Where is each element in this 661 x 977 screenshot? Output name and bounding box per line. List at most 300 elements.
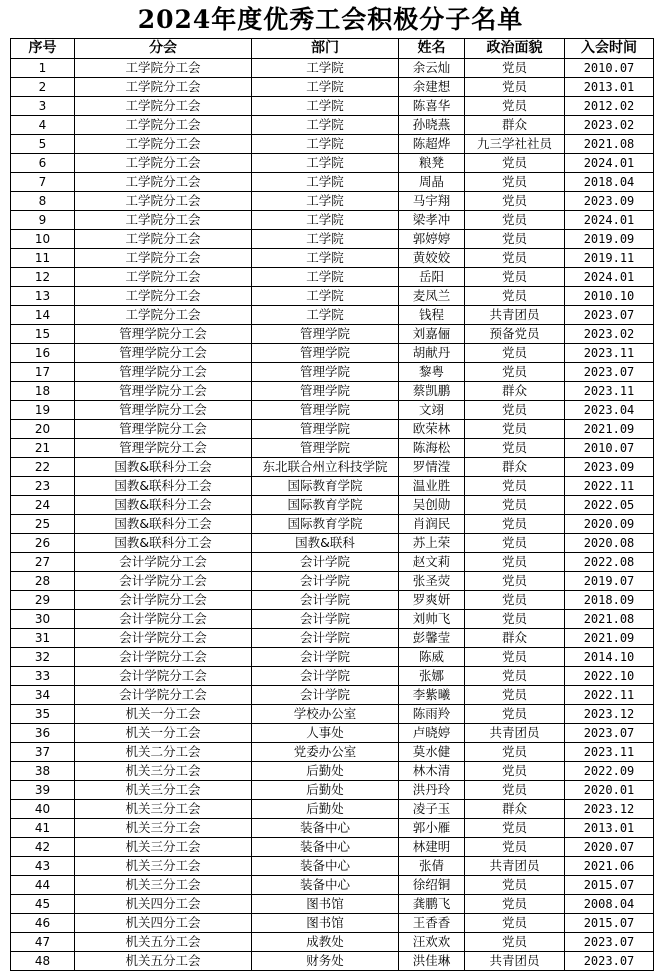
table-row <box>11 895 654 914</box>
cell-union: 机关五分工会 <box>75 933 252 952</box>
cell-join-date: 2010.07 <box>565 439 654 458</box>
cell-name: 李紫曦 <box>399 686 465 705</box>
cell-union: 国教&联科分工会 <box>75 515 252 534</box>
cell-no: 7 <box>11 173 75 192</box>
cell-no: 14 <box>11 306 75 325</box>
cell-political: 党员 <box>465 287 565 306</box>
cell-dept: 工学院 <box>252 173 399 192</box>
cell-political: 党员 <box>465 762 565 781</box>
cell-dept: 管理学院 <box>252 344 399 363</box>
table-row <box>11 458 654 477</box>
cell-political: 党员 <box>465 667 565 686</box>
cell-no: 2 <box>11 78 75 97</box>
table-row <box>11 230 654 249</box>
cell-name: 蔡凯鹏 <box>399 382 465 401</box>
cell-no: 15 <box>11 325 75 344</box>
cell-union: 机关一分工会 <box>75 724 252 743</box>
cell-join-date: 2023.09 <box>565 192 654 211</box>
table-row <box>11 800 654 819</box>
table-row <box>11 743 654 762</box>
cell-name: 张倩 <box>399 857 465 876</box>
cell-dept: 会计学院 <box>252 553 399 572</box>
page-title: 2024年度优秀工会积极分子名单 <box>137 5 524 34</box>
cell-political: 共青团员 <box>465 857 565 876</box>
cell-dept: 国际教育学院 <box>252 515 399 534</box>
cell-dept: 工学院 <box>252 135 399 154</box>
cell-name: 刘帅飞 <box>399 610 465 629</box>
cell-name: 周晶 <box>399 173 465 192</box>
cell-name: 郭婷婷 <box>399 230 465 249</box>
cell-political: 党员 <box>465 819 565 838</box>
cell-no: 28 <box>11 572 75 591</box>
cell-no: 44 <box>11 876 75 895</box>
cell-union: 会计学院分工会 <box>75 686 252 705</box>
cell-political: 党员 <box>465 838 565 857</box>
cell-union: 会计学院分工会 <box>75 629 252 648</box>
cell-union: 工学院分工会 <box>75 192 252 211</box>
cell-dept: 图书馆 <box>252 914 399 933</box>
cell-dept: 工学院 <box>252 287 399 306</box>
cell-political: 党员 <box>465 154 565 173</box>
cell-political: 九三学社社员 <box>465 135 565 154</box>
cell-political: 党员 <box>465 648 565 667</box>
cell-join-date: 2023.07 <box>565 306 654 325</box>
header-no: 序号 <box>11 39 75 59</box>
cell-no: 11 <box>11 249 75 268</box>
table-row <box>11 838 654 857</box>
cell-union: 管理学院分工会 <box>75 382 252 401</box>
table-row <box>11 477 654 496</box>
cell-name: 刘嘉俪 <box>399 325 465 344</box>
cell-dept: 装备中心 <box>252 876 399 895</box>
table-row <box>11 287 654 306</box>
cell-political: 党员 <box>465 553 565 572</box>
cell-join-date: 2024.01 <box>565 268 654 287</box>
cell-no: 6 <box>11 154 75 173</box>
cell-political: 党员 <box>465 97 565 116</box>
table-header-row <box>11 39 654 59</box>
table-row <box>11 306 654 325</box>
cell-political: 党员 <box>465 420 565 439</box>
table-row <box>11 363 654 382</box>
cell-join-date: 2010.10 <box>565 287 654 306</box>
cell-join-date: 2022.11 <box>565 477 654 496</box>
cell-no: 33 <box>11 667 75 686</box>
cell-political: 党员 <box>465 686 565 705</box>
cell-no: 45 <box>11 895 75 914</box>
table-row <box>11 933 654 952</box>
cell-political: 党员 <box>465 781 565 800</box>
table-row <box>11 268 654 287</box>
cell-name: 张娜 <box>399 667 465 686</box>
cell-name: 文翊 <box>399 401 465 420</box>
table-row <box>11 591 654 610</box>
table-row <box>11 515 654 534</box>
cell-political: 党员 <box>465 230 565 249</box>
cell-name: 罗情滢 <box>399 458 465 477</box>
cell-no: 16 <box>11 344 75 363</box>
cell-union: 机关三分工会 <box>75 762 252 781</box>
cell-political: 党员 <box>465 78 565 97</box>
cell-dept: 工学院 <box>252 97 399 116</box>
cell-join-date: 2020.09 <box>565 515 654 534</box>
cell-no: 38 <box>11 762 75 781</box>
cell-union: 工学院分工会 <box>75 116 252 135</box>
cell-union: 机关三分工会 <box>75 800 252 819</box>
cell-name: 徐绍铜 <box>399 876 465 895</box>
cell-union: 会计学院分工会 <box>75 667 252 686</box>
cell-join-date: 2020.07 <box>565 838 654 857</box>
table-row <box>11 154 654 173</box>
cell-union: 会计学院分工会 <box>75 553 252 572</box>
cell-political: 群众 <box>465 800 565 819</box>
cell-name: 洪丹玲 <box>399 781 465 800</box>
cell-name: 林木清 <box>399 762 465 781</box>
cell-name: 彭馨莹 <box>399 629 465 648</box>
cell-name: 郭小雁 <box>399 819 465 838</box>
cell-dept: 党委办公室 <box>252 743 399 762</box>
cell-dept: 工学院 <box>252 192 399 211</box>
cell-political: 党员 <box>465 496 565 515</box>
cell-join-date: 2023.07 <box>565 952 654 971</box>
cell-no: 20 <box>11 420 75 439</box>
table-body <box>11 59 654 971</box>
table-row <box>11 705 654 724</box>
cell-no: 46 <box>11 914 75 933</box>
cell-dept: 会计学院 <box>252 572 399 591</box>
cell-union: 工学院分工会 <box>75 249 252 268</box>
cell-no: 39 <box>11 781 75 800</box>
cell-dept: 工学院 <box>252 306 399 325</box>
cell-political: 党员 <box>465 610 565 629</box>
cell-political: 党员 <box>465 477 565 496</box>
cell-no: 24 <box>11 496 75 515</box>
cell-no: 42 <box>11 838 75 857</box>
cell-join-date: 2012.02 <box>565 97 654 116</box>
cell-name: 卢晓婷 <box>399 724 465 743</box>
table-row <box>11 192 654 211</box>
cell-join-date: 2021.08 <box>565 610 654 629</box>
cell-join-date: 2023.11 <box>565 382 654 401</box>
cell-dept: 装备中心 <box>252 838 399 857</box>
cell-dept: 工学院 <box>252 116 399 135</box>
table-row <box>11 724 654 743</box>
cell-join-date: 2023.07 <box>565 363 654 382</box>
cell-dept: 管理学院 <box>252 401 399 420</box>
cell-dept: 装备中心 <box>252 857 399 876</box>
cell-name: 洪佳琳 <box>399 952 465 971</box>
cell-dept: 会计学院 <box>252 610 399 629</box>
cell-join-date: 2014.10 <box>565 648 654 667</box>
cell-join-date: 2023.04 <box>565 401 654 420</box>
cell-dept: 成教处 <box>252 933 399 952</box>
cell-join-date: 2013.01 <box>565 819 654 838</box>
cell-union: 会计学院分工会 <box>75 591 252 610</box>
cell-no: 9 <box>11 211 75 230</box>
table-row <box>11 781 654 800</box>
cell-union: 管理学院分工会 <box>75 325 252 344</box>
cell-no: 17 <box>11 363 75 382</box>
cell-no: 19 <box>11 401 75 420</box>
cell-join-date: 2023.07 <box>565 933 654 952</box>
cell-union: 会计学院分工会 <box>75 610 252 629</box>
cell-political: 党员 <box>465 192 565 211</box>
cell-join-date: 2023.12 <box>565 705 654 724</box>
cell-dept: 会计学院 <box>252 667 399 686</box>
cell-join-date: 2024.01 <box>565 211 654 230</box>
cell-join-date: 2015.07 <box>565 914 654 933</box>
table-row <box>11 420 654 439</box>
table-row <box>11 116 654 135</box>
cell-name: 林建明 <box>399 838 465 857</box>
table-row <box>11 78 654 97</box>
cell-no: 25 <box>11 515 75 534</box>
cell-no: 12 <box>11 268 75 287</box>
cell-dept: 管理学院 <box>252 363 399 382</box>
cell-dept: 工学院 <box>252 249 399 268</box>
cell-dept: 后勤处 <box>252 800 399 819</box>
cell-union: 管理学院分工会 <box>75 344 252 363</box>
table-row <box>11 762 654 781</box>
cell-dept: 管理学院 <box>252 420 399 439</box>
table-row <box>11 610 654 629</box>
cell-political: 群众 <box>465 629 565 648</box>
cell-name: 温业胜 <box>399 477 465 496</box>
cell-join-date: 2019.07 <box>565 572 654 591</box>
cell-name: 陈超烨 <box>399 135 465 154</box>
cell-political: 党员 <box>465 401 565 420</box>
cell-union: 工学院分工会 <box>75 287 252 306</box>
cell-union: 机关一分工会 <box>75 705 252 724</box>
cell-union: 工学院分工会 <box>75 306 252 325</box>
cell-name: 陈威 <box>399 648 465 667</box>
cell-name: 王香香 <box>399 914 465 933</box>
table-row <box>11 382 654 401</box>
table-row <box>11 325 654 344</box>
cell-name: 莫水健 <box>399 743 465 762</box>
cell-no: 1 <box>11 59 75 78</box>
cell-no: 32 <box>11 648 75 667</box>
cell-union: 国教&联科分工会 <box>75 458 252 477</box>
cell-name: 梁孝冲 <box>399 211 465 230</box>
cell-name: 汪欢欢 <box>399 933 465 952</box>
cell-dept: 会计学院 <box>252 648 399 667</box>
cell-political: 党员 <box>465 895 565 914</box>
cell-no: 13 <box>11 287 75 306</box>
table-row <box>11 819 654 838</box>
cell-join-date: 2022.08 <box>565 553 654 572</box>
cell-political: 群众 <box>465 116 565 135</box>
cell-political: 党员 <box>465 534 565 553</box>
cell-join-date: 2020.08 <box>565 534 654 553</box>
cell-union: 工学院分工会 <box>75 211 252 230</box>
cell-join-date: 2023.02 <box>565 325 654 344</box>
cell-join-date: 2020.01 <box>565 781 654 800</box>
cell-name: 龚鹏飞 <box>399 895 465 914</box>
cell-union: 工学院分工会 <box>75 268 252 287</box>
table-row <box>11 914 654 933</box>
roster-table <box>10 38 654 971</box>
cell-name: 黎粤 <box>399 363 465 382</box>
cell-dept: 管理学院 <box>252 325 399 344</box>
cell-no: 40 <box>11 800 75 819</box>
table-row <box>11 135 654 154</box>
cell-join-date: 2022.10 <box>565 667 654 686</box>
cell-union: 机关五分工会 <box>75 952 252 971</box>
cell-political: 共青团员 <box>465 306 565 325</box>
header-union: 分会 <box>75 39 252 59</box>
table-row <box>11 211 654 230</box>
cell-name: 岳阳 <box>399 268 465 287</box>
cell-no: 37 <box>11 743 75 762</box>
cell-name: 胡献丹 <box>399 344 465 363</box>
cell-join-date: 2018.09 <box>565 591 654 610</box>
table-row <box>11 667 654 686</box>
cell-name: 陈喜华 <box>399 97 465 116</box>
cell-political: 党员 <box>465 515 565 534</box>
cell-political: 党员 <box>465 876 565 895</box>
cell-no: 26 <box>11 534 75 553</box>
table-row <box>11 572 654 591</box>
cell-join-date: 2023.02 <box>565 116 654 135</box>
cell-political: 共青团员 <box>465 724 565 743</box>
cell-join-date: 2013.01 <box>565 78 654 97</box>
cell-name: 张圣荧 <box>399 572 465 591</box>
cell-dept: 管理学院 <box>252 439 399 458</box>
cell-union: 国教&联科分工会 <box>75 534 252 553</box>
cell-dept: 会计学院 <box>252 686 399 705</box>
cell-dept: 管理学院 <box>252 382 399 401</box>
cell-no: 41 <box>11 819 75 838</box>
cell-name: 欧荣林 <box>399 420 465 439</box>
cell-no: 5 <box>11 135 75 154</box>
cell-union: 机关三分工会 <box>75 819 252 838</box>
cell-political: 党员 <box>465 743 565 762</box>
cell-union: 工学院分工会 <box>75 97 252 116</box>
cell-no: 27 <box>11 553 75 572</box>
cell-dept: 图书馆 <box>252 895 399 914</box>
table-row <box>11 534 654 553</box>
cell-political: 党员 <box>465 572 565 591</box>
cell-no: 3 <box>11 97 75 116</box>
cell-political: 群众 <box>465 458 565 477</box>
cell-no: 35 <box>11 705 75 724</box>
cell-dept: 国教&联科 <box>252 534 399 553</box>
cell-political: 党员 <box>465 363 565 382</box>
cell-no: 21 <box>11 439 75 458</box>
cell-no: 47 <box>11 933 75 952</box>
cell-dept: 工学院 <box>252 230 399 249</box>
cell-union: 管理学院分工会 <box>75 401 252 420</box>
cell-join-date: 2022.09 <box>565 762 654 781</box>
cell-dept: 工学院 <box>252 268 399 287</box>
table-row <box>11 876 654 895</box>
cell-name: 罗爽妍 <box>399 591 465 610</box>
cell-no: 8 <box>11 192 75 211</box>
cell-join-date: 2022.05 <box>565 496 654 515</box>
cell-no: 4 <box>11 116 75 135</box>
table-row <box>11 952 654 971</box>
cell-union: 机关三分工会 <box>75 857 252 876</box>
cell-name: 陈海松 <box>399 439 465 458</box>
cell-no: 31 <box>11 629 75 648</box>
cell-name: 马宇翔 <box>399 192 465 211</box>
cell-no: 10 <box>11 230 75 249</box>
cell-political: 党员 <box>465 344 565 363</box>
cell-no: 34 <box>11 686 75 705</box>
cell-union: 机关三分工会 <box>75 876 252 895</box>
cell-political: 党员 <box>465 591 565 610</box>
cell-no: 36 <box>11 724 75 743</box>
cell-dept: 人事处 <box>252 724 399 743</box>
cell-name: 钱程 <box>399 306 465 325</box>
cell-name: 粮凳 <box>399 154 465 173</box>
cell-union: 工学院分工会 <box>75 154 252 173</box>
cell-union: 工学院分工会 <box>75 230 252 249</box>
cell-union: 工学院分工会 <box>75 78 252 97</box>
cell-union: 会计学院分工会 <box>75 572 252 591</box>
cell-no: 29 <box>11 591 75 610</box>
cell-political: 群众 <box>465 382 565 401</box>
cell-join-date: 2019.09 <box>565 230 654 249</box>
cell-join-date: 2023.11 <box>565 743 654 762</box>
cell-join-date: 2023.12 <box>565 800 654 819</box>
table-row <box>11 553 654 572</box>
cell-join-date: 2019.11 <box>565 249 654 268</box>
cell-dept: 东北联合州立科技学院 <box>252 458 399 477</box>
cell-dept: 工学院 <box>252 211 399 230</box>
cell-union: 国教&联科分工会 <box>75 477 252 496</box>
cell-union: 工学院分工会 <box>75 173 252 192</box>
table-row <box>11 173 654 192</box>
cell-name: 肖润民 <box>399 515 465 534</box>
cell-no: 23 <box>11 477 75 496</box>
cell-union: 管理学院分工会 <box>75 420 252 439</box>
cell-join-date: 2023.07 <box>565 724 654 743</box>
cell-dept: 财务处 <box>252 952 399 971</box>
cell-join-date: 2008.04 <box>565 895 654 914</box>
cell-name: 黄姣姣 <box>399 249 465 268</box>
cell-name: 赵文莉 <box>399 553 465 572</box>
cell-join-date: 2022.11 <box>565 686 654 705</box>
cell-join-date: 2023.11 <box>565 344 654 363</box>
cell-join-date: 2021.09 <box>565 420 654 439</box>
table-row <box>11 439 654 458</box>
header-political: 政治面貌 <box>465 39 565 59</box>
table-row <box>11 686 654 705</box>
cell-union: 国教&联科分工会 <box>75 496 252 515</box>
cell-name: 麦凤兰 <box>399 287 465 306</box>
cell-union: 管理学院分工会 <box>75 363 252 382</box>
cell-union: 机关三分工会 <box>75 838 252 857</box>
cell-dept: 国际教育学院 <box>252 496 399 515</box>
cell-political: 党员 <box>465 173 565 192</box>
table-row <box>11 496 654 515</box>
table-row <box>11 97 654 116</box>
cell-name: 苏上荣 <box>399 534 465 553</box>
cell-join-date: 2021.08 <box>565 135 654 154</box>
cell-dept: 国际教育学院 <box>252 477 399 496</box>
cell-no: 48 <box>11 952 75 971</box>
cell-dept: 装备中心 <box>252 819 399 838</box>
cell-union: 管理学院分工会 <box>75 439 252 458</box>
cell-join-date: 2010.07 <box>565 59 654 78</box>
cell-join-date: 2023.09 <box>565 458 654 477</box>
cell-no: 22 <box>11 458 75 477</box>
cell-political: 党员 <box>465 211 565 230</box>
cell-join-date: 2024.01 <box>565 154 654 173</box>
cell-dept: 后勤处 <box>252 762 399 781</box>
